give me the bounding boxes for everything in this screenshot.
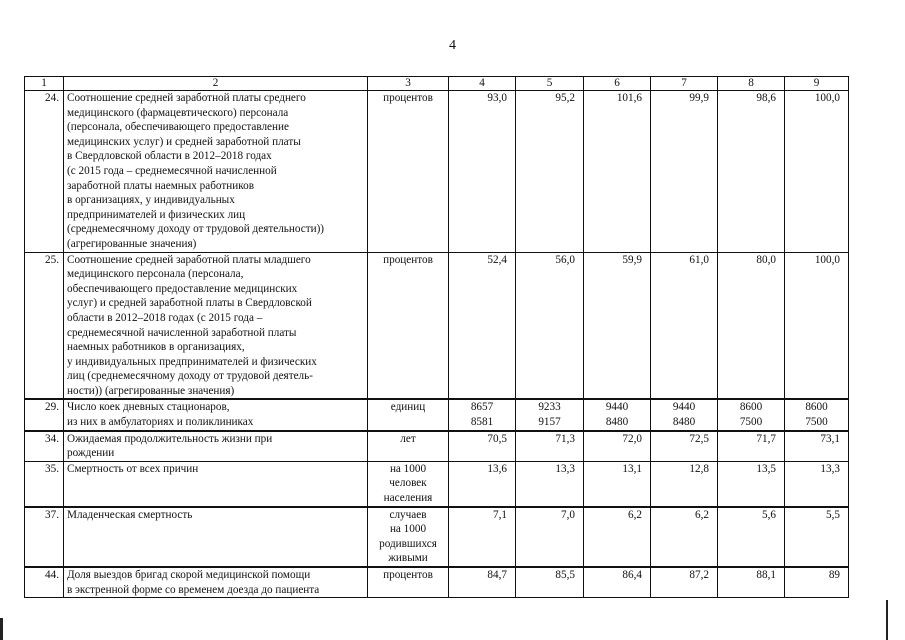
unit-cell: лет: [368, 431, 449, 462]
indicator-name: Смертность от всех причин: [64, 461, 368, 506]
value-cell: 98,6: [718, 91, 785, 253]
value-cell: 56,0: [516, 252, 584, 399]
value-cell: 95,2: [516, 91, 584, 253]
table-row: [25, 252, 849, 399]
table-row: [25, 91, 849, 253]
value-cell: 80,0: [718, 252, 785, 399]
scan-edge-mark: [0, 618, 3, 640]
row-number: 44.: [25, 567, 64, 598]
value-cell: 8600 7500: [785, 399, 849, 430]
value-cell: 93,0: [449, 91, 516, 253]
value-cell: 13,6: [449, 461, 516, 506]
value-cell: 52,4: [449, 252, 516, 399]
header-cell: 1: [25, 77, 64, 91]
header-cell: 6: [584, 77, 651, 91]
value-cell: 9233 9157: [516, 399, 584, 430]
value-cell: 13,1: [584, 461, 651, 506]
value-cell: 13,3: [516, 461, 584, 506]
value-cell: 8657 8581: [449, 399, 516, 430]
table-row: [25, 461, 849, 506]
value-cell: 61,0: [651, 252, 718, 399]
header-cell: 8: [718, 77, 785, 91]
header-cell: 3: [368, 77, 449, 91]
value-cell: 84,7: [449, 567, 516, 598]
value-cell: 88,1: [718, 567, 785, 598]
row-number: 37.: [25, 507, 64, 567]
row-number: 35.: [25, 461, 64, 506]
indicator-name: Соотношение средней заработной платы младшего медицинского персонала (персонала, обеспечивающего предоставление медицинских услуг) и средней заработной платы в Свердловской области в 2012–2018 годах (с 2015 года – среднемесячной начисленной заработной платы наемных работников в организациях, у индивидуальных предпринимателей и физических лиц (среднемесячному доходу от трудовой деятель- ности)) (агрегированные значения): [64, 252, 368, 399]
indicator-name: Ожидаемая продолжительность жизни при рождении: [64, 431, 368, 462]
unit-cell: случаев на 1000 родившихся живыми: [368, 507, 449, 567]
value-cell: 6,2: [584, 507, 651, 567]
value-cell: 5,6: [718, 507, 785, 567]
table-row: [25, 567, 849, 598]
page-number: 4: [449, 38, 456, 53]
value-cell: 8600 7500: [718, 399, 785, 430]
indicators-table: [24, 76, 849, 598]
value-cell: 6,2: [651, 507, 718, 567]
value-cell: 5,5: [785, 507, 849, 567]
value-cell: 100,0: [785, 91, 849, 253]
value-cell: 9440 8480: [584, 399, 651, 430]
value-cell: 87,2: [651, 567, 718, 598]
row-number: 25.: [25, 252, 64, 399]
value-cell: 12,8: [651, 461, 718, 506]
value-cell: 70,5: [449, 431, 516, 462]
header-cell: 9: [785, 77, 849, 91]
value-cell: 73,1: [785, 431, 849, 462]
indicator-name: Соотношение средней заработной платы среднего медицинского (фармацевтического) персонала (персонала, обеспечивающего предоставление медицинских услуг) и средней заработной платы в Свердловской области в 2012–2018 годах (с 2015 года – среднемесячной начисленной заработной платы наемных работников в организациях, у индивидуальных предпринимателей и физических лиц (среднемесячному доходу от трудовой деятельности)) (агрегированные значения): [64, 91, 368, 253]
value-cell: 72,5: [651, 431, 718, 462]
value-cell: 71,7: [718, 431, 785, 462]
value-cell: 85,5: [516, 567, 584, 598]
indicator-name: Число коек дневных стационаров, из них в амбулаториях и поликлиниках: [64, 399, 368, 430]
value-cell: 13,5: [718, 461, 785, 506]
table-row: [25, 431, 849, 462]
header-cell: 2: [64, 77, 368, 91]
scan-edge-mark: [886, 600, 888, 640]
unit-cell: процентов: [368, 91, 449, 253]
header-cell: 5: [516, 77, 584, 91]
row-number: 34.: [25, 431, 64, 462]
row-number: 24.: [25, 91, 64, 253]
value-cell: 89: [785, 567, 849, 598]
value-cell: 7,0: [516, 507, 584, 567]
value-cell: 86,4: [584, 567, 651, 598]
header-cell: 7: [651, 77, 718, 91]
value-cell: 9440 8480: [651, 399, 718, 430]
table-row: [25, 507, 849, 567]
indicator-name: Младенческая смертность: [64, 507, 368, 567]
unit-cell: единиц: [368, 399, 449, 430]
value-cell: 13,3: [785, 461, 849, 506]
value-cell: 99,9: [651, 91, 718, 253]
header-cell: 4: [449, 77, 516, 91]
header-row: [25, 77, 849, 91]
value-cell: 59,9: [584, 252, 651, 399]
table-row: [25, 399, 849, 430]
unit-cell: на 1000 человек населения: [368, 461, 449, 506]
row-number: 29.: [25, 399, 64, 430]
value-cell: 71,3: [516, 431, 584, 462]
value-cell: 101,6: [584, 91, 651, 253]
unit-cell: процентов: [368, 567, 449, 598]
value-cell: 7,1: [449, 507, 516, 567]
indicator-name: Доля выездов бригад скорой медицинской помощи в экстренной форме со временем доезда до пациента: [64, 567, 368, 598]
value-cell: 100,0: [785, 252, 849, 399]
unit-cell: процентов: [368, 252, 449, 399]
value-cell: 72,0: [584, 431, 651, 462]
